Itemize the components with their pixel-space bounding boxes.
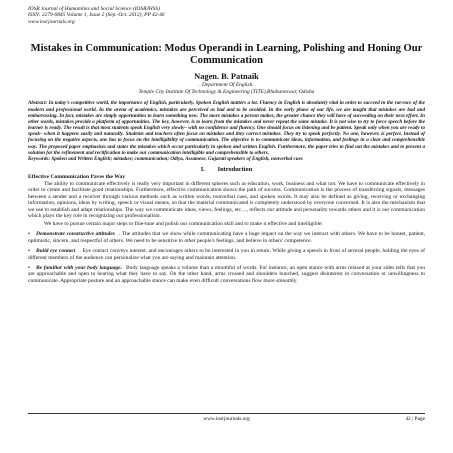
bullet-text: . Eye contact conveys interest, and encourages others to be interested in you in return. While giving a speech in front of several people, holding the eyes of different members of the audience can personalize what you are saying and maintain attention.: [28, 248, 426, 261]
author-institute: Temple City Institute Of Technology & Engineering (TITE),Bhubaneswar, Odisha: [138, 88, 315, 95]
author-name: Nagen. B. Patnaik: [194, 72, 259, 82]
bullet-mark: •: [28, 248, 30, 255]
page-footer: [28, 413, 425, 422]
intro-paragraph-1: The ability to communicate effectively is really very important in different spheres such as education, work, business and what not. We have to communicate effectively in order to create and facilitate good relationships. Furthermore, effective communication shows the path of success. Communication is the process of transferring signals, messages between a sender and a receiver through various methods such as written words, nonverbal cues, and spoken words. It may also be defined as giving, receiving or exchanging information, opinions, ideas by writing, speech or visual means, so that the material communicated is completely understood by everyone concerned. It is also the mechanism that we use to establish and adapt relationships. The way we communicate ideas, views, feelings, etc…, reflects our attitude and personality towards others and it is our communication which plays the key role in recognizing our professionalism.: [28, 180, 425, 220]
list-item: [28, 248, 425, 261]
keywords-label: Keywords:: [28, 155, 51, 162]
journal-name: IOSR Journal of Humanities and Social Science (IOSRJHSS): [28, 6, 160, 12]
abstract: [28, 100, 425, 155]
bullet-heading: Demonstrate constructive attitudes: [35, 231, 115, 238]
journal-website: www.iosrjournals.org: [28, 18, 75, 25]
page-number: 42 | Page: [405, 416, 425, 422]
list-item: [28, 265, 425, 284]
abstract-text: In today's competitive world, the importance of English, particularly, Spoken English matters a lot. Fluency in English is absolutely vital in order to succeed in the rat-race of the modern and professional world. In the arena of academics, mistakes are perceived as bad and to be avoided. In the early phase of our life, we are taught that mistakes are bad and embarrassing. In fact, mistakes are simply opportunities to learn something new. The more mistakes a person makes, the greater chance they will have of succeeding on their next effort. In other words, mistakes provide a platform of opportunities. The key, however, is to learn from the mistakes and never repeat the same mistake. It is not wise to try to force speech before the learner is ready. The result is that most students speak English very slowly– with no confidence and fluency. One should focus on listening and be patient. Speak only when you are ready to speak– when it happens easily and naturally. Students and teachers often focus on mistakes and they correct mistakes. They try to speak perfectly. No one, however, is perfect. Instead of focusing on the negative aspects, one has to focus on the intelligibility of communication. The objective is to communicate ideas, information, and feelings in a clear and comprehensible way. The proposed paper emphasizes and states the mistakes which occur particularly in spoken and written English. Furthermore, the paper tries to find out the mistakes and to present a solution for the refinement and rectification to make our communication intelligible and comprehensible to others.: [28, 100, 425, 156]
section-subheading: Effective Communication Paves the Way: [28, 173, 126, 180]
keywords: [28, 156, 425, 162]
bullet-mark: •: [28, 264, 30, 271]
intro-paragraph-2: We have to pursue certain major steps to fine-tune and polish our communication skill and to make it effective and intelligible:: [44, 220, 323, 227]
keywords-text: Spoken and Written English; mistakes; communication; Odiya, Assamese, Gujarati speakers of English, nonverbal cues: [51, 155, 303, 162]
list-item: [28, 231, 425, 244]
bullet-text: . The attitudes that we show while communicating have a huge impact on the way we interact with others. We have to be honest, patient, optimistic, sincere, and respectful of others. We need to be sensitive to other people's feelings, and believe in others' competence.: [28, 231, 425, 244]
bullet-heading: Be familiar with your body language.: [35, 264, 122, 271]
bullet-heading: Build eye contact: [35, 248, 76, 255]
author-department: . Department Of English.: [199, 82, 254, 89]
journal-header: [28, 6, 425, 25]
footer-url: www.iosrjournals.org: [203, 416, 250, 422]
section-heading: I. Introduction: [200, 165, 253, 173]
paper-title: Mistakes in Communication: Modus Operandi in Learning, Polishing and Honing Our Communication: [30, 43, 423, 67]
bullet-text: Body language speaks a volume than a mouthful of words. For instance, an open stance with arms relaxed at your sides tells that you are approachable and open to hearing what they have to say. On the other hand, arms crossed and shoulders hunched, suggest disinterest in conversation or unwillingness to communicate. Appropriate posture and an approachable stance can make even difficult conversations flow more smoothly.: [28, 264, 425, 284]
abstract-label: Abstract:: [28, 100, 48, 107]
journal-issn: ISSN: 2279-0845 Volume 1, Issue 2 (Sep.-Oct. 2012), PP 42-46: [28, 12, 165, 19]
bullet-mark: •: [28, 231, 30, 238]
